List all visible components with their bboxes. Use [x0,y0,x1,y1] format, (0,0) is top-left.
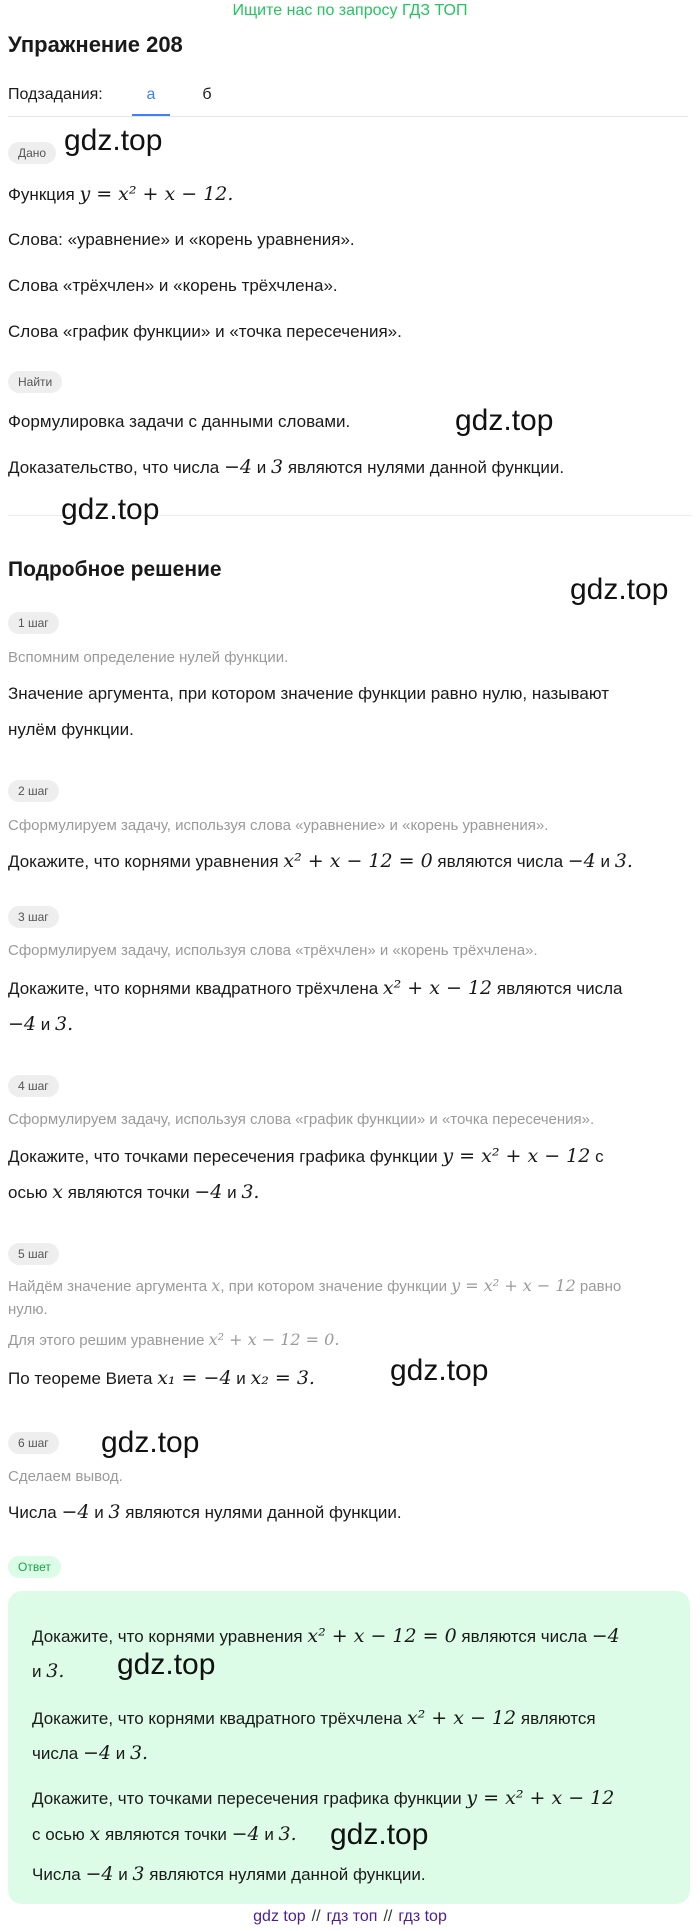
text-fragment: являются нулями данной функции. [287,458,565,477]
answer-pill: Ответ [8,1556,61,1578]
step-4-text-1 [8,1144,692,1169]
footer-link-3[interactable]: гдз top [398,1908,447,1925]
text-fragment: Докажите, что точками пересечения графика функции [32,1789,462,1808]
text-fragment: с осью [32,1825,85,1844]
text-fragment: Доказательство, что числа [8,458,220,477]
subtasks-bar [8,84,688,117]
footer-links [0,1906,700,1928]
footer-link-2[interactable]: гдз топ [326,1908,378,1925]
tab-b[interactable]: б [202,86,212,103]
math-fragment: 3. [54,1013,74,1035]
step-5-pill: 5 шаг [8,1243,59,1265]
text-fragment: и [40,1015,51,1034]
footer-separator: // [383,1908,393,1925]
text-fragment: , при котором значение функции [220,1278,447,1295]
step-5-hint-2 [8,1330,692,1351]
watermark: gdz.top [455,404,554,437]
step-5-text [8,1366,692,1391]
given-func-prefix: Функция [8,185,75,204]
answer-line-2 [32,1701,672,1736]
text-fragment: и [236,1369,246,1388]
given-pill: Дано [8,142,56,164]
step-3-text-2 [8,1012,692,1037]
text-fragment: Числа [32,1865,81,1884]
math-fragment: −4 [61,1501,90,1523]
footer-link-1[interactable]: gdz top [253,1908,306,1925]
step-1-pill: 1 шаг [8,612,59,634]
step-2-hint: Сформулируем задачу, используя слова «уравнение» и «корень уравнения». [8,817,549,834]
math-fragment: 3 [108,1501,121,1523]
math-fragment: x² + x − 12 = 0 [307,1625,457,1647]
watermark: gdz.top [570,573,669,606]
step-2-pill: 2 шаг [8,780,59,802]
text-fragment: являются нулями данной функции. [149,1865,426,1884]
step-5-hint-1 [8,1276,692,1297]
math-fragment: 3 [270,456,284,478]
math-fragment: 3 [132,1863,145,1885]
math-fragment: x² + x − 12 [382,977,493,999]
text-fragment: являются [520,1709,596,1728]
math-fragment: −4 [82,1742,111,1764]
text-fragment: числа [32,1744,79,1763]
math-fragment: x₁ = −4 [157,1367,232,1389]
math-fragment: x² + x − 12 = 0. [208,1330,340,1349]
math-fragment: y = x² + x − 12 [442,1145,591,1167]
step-1-hint: Вспомним определение нулей функции. [8,649,289,666]
text-fragment: и [32,1662,42,1681]
math-fragment: −4 [194,1181,223,1203]
watermark: gdz.top [330,1818,429,1851]
step-3-text-1 [8,976,692,1001]
given-words-3: Слова «график функции» и «точка пересечения». [8,322,402,341]
page-title: Упражнение 208 [8,32,183,57]
math-fragment: 3. [278,1823,297,1845]
text-fragment: являются числа [437,852,564,871]
math-fragment: x² + x − 12 [406,1707,517,1729]
watermark: gdz.top [101,1426,200,1459]
text-fragment: Докажите, что корнями квадратного трёхчлена [8,979,379,998]
math-fragment: x [211,1276,221,1295]
math-fragment: −4 [8,1013,37,1035]
footer-separator: // [311,1908,321,1925]
step-5-hint-1-cont: нулю. [8,1301,48,1318]
math-fragment: x [52,1181,64,1203]
answer-line-4 [32,1857,672,1892]
text-fragment: осью [8,1183,48,1202]
step-3-hint: Сформулируем задачу, используя слова «трёхчлен» и «корень трёхчлена». [8,942,538,959]
answer-box [8,1591,690,1904]
text-fragment: являются числа [461,1627,588,1646]
step-6-pill: 6 шаг [8,1432,59,1454]
math-fragment: −4 [231,1823,260,1845]
find-pill: Найти [8,371,62,393]
given-words-2: Слова «трёхчлен» и «корень трёхчлена». [8,276,338,295]
text-fragment: и [115,1744,126,1763]
math-fragment: 3. [46,1660,65,1682]
math-fragment: −4 [85,1863,114,1885]
text-fragment: с [595,1147,604,1166]
text-fragment: Докажите, что корнями уравнения [8,852,279,871]
text-fragment: Докажите, что корнями квадратного трёхчлена [32,1709,403,1728]
math-fragment: x [89,1823,101,1845]
step-6-hint: Сделаем вывод. [8,1468,123,1485]
text-fragment: Докажите, что точками пересечения графика функции [8,1147,438,1166]
math-fragment: x² + x − 12 = 0 [283,850,433,872]
text-fragment: Докажите, что корнями уравнения [32,1627,303,1646]
math-fragment: x₂ = 3. [250,1367,315,1389]
math-fragment: 3. [241,1181,260,1203]
text-fragment: Для этого решим уравнение [8,1332,205,1349]
text-fragment: и [256,458,267,477]
step-6-text [8,1500,692,1525]
math-fragment: 3. [129,1742,149,1764]
solution-title: Подробное решение [8,558,222,581]
text-fragment: и [227,1183,237,1202]
watermark: gdz.top [117,1648,216,1681]
answer-line-2-cont [32,1736,672,1771]
given-func-expr: y = x² + x − 12. [79,183,234,205]
math-fragment: y = x² + x − 12 [451,1276,576,1295]
step-1-text-2: нулём функции. [8,720,134,739]
text-fragment: и [118,1865,128,1884]
text-fragment: По теореме Виета [8,1369,153,1388]
subtasks-label: Подзадания: [8,86,103,103]
watermark: gdz.top [390,1354,489,1387]
text-fragment: и [264,1825,274,1844]
step-3-pill: 3 шаг [8,906,59,928]
math-fragment: 3. [614,850,633,872]
text-fragment: являются точки [104,1825,227,1844]
math-fragment: y = x² + x − 12 [466,1787,615,1809]
step-4-pill: 4 шаг [8,1075,59,1097]
step-4-text-2 [8,1180,692,1205]
step-2-text [8,849,692,874]
text-fragment: являются точки [67,1183,190,1202]
tab-a[interactable]: а [132,84,170,116]
text-fragment: и [94,1503,104,1522]
find-line-2 [8,455,692,480]
answer-line-3 [32,1781,672,1816]
step-4-hint: Сформулируем задачу, используя слова «график функции» и «точка пересечения». [8,1111,595,1128]
text-fragment: являются числа [496,979,623,998]
text-fragment: равно [579,1278,622,1295]
math-fragment: −4 [224,456,253,478]
text-fragment: Найдём значение аргумента [8,1278,208,1295]
math-fragment: −4 [591,1625,620,1647]
text-fragment: Числа [8,1503,57,1522]
given-function [8,182,692,207]
text-fragment: и [600,852,611,871]
watermark: gdz.top [61,493,160,526]
watermark: gdz.top [64,124,163,157]
step-1-text-1: Значение аргумента, при котором значение функции равно нулю, называют [8,684,609,703]
math-fragment: −4 [567,850,596,872]
top-banner[interactable]: Ищите нас по запросу ГДЗ ТОП [232,2,468,19]
given-words-1: Слова: «уравнение» и «корень уравнения». [8,230,355,249]
text-fragment: являются нулями данной функции. [125,1503,402,1522]
find-line-1: Формулировка задачи с данными словами. [8,412,351,431]
